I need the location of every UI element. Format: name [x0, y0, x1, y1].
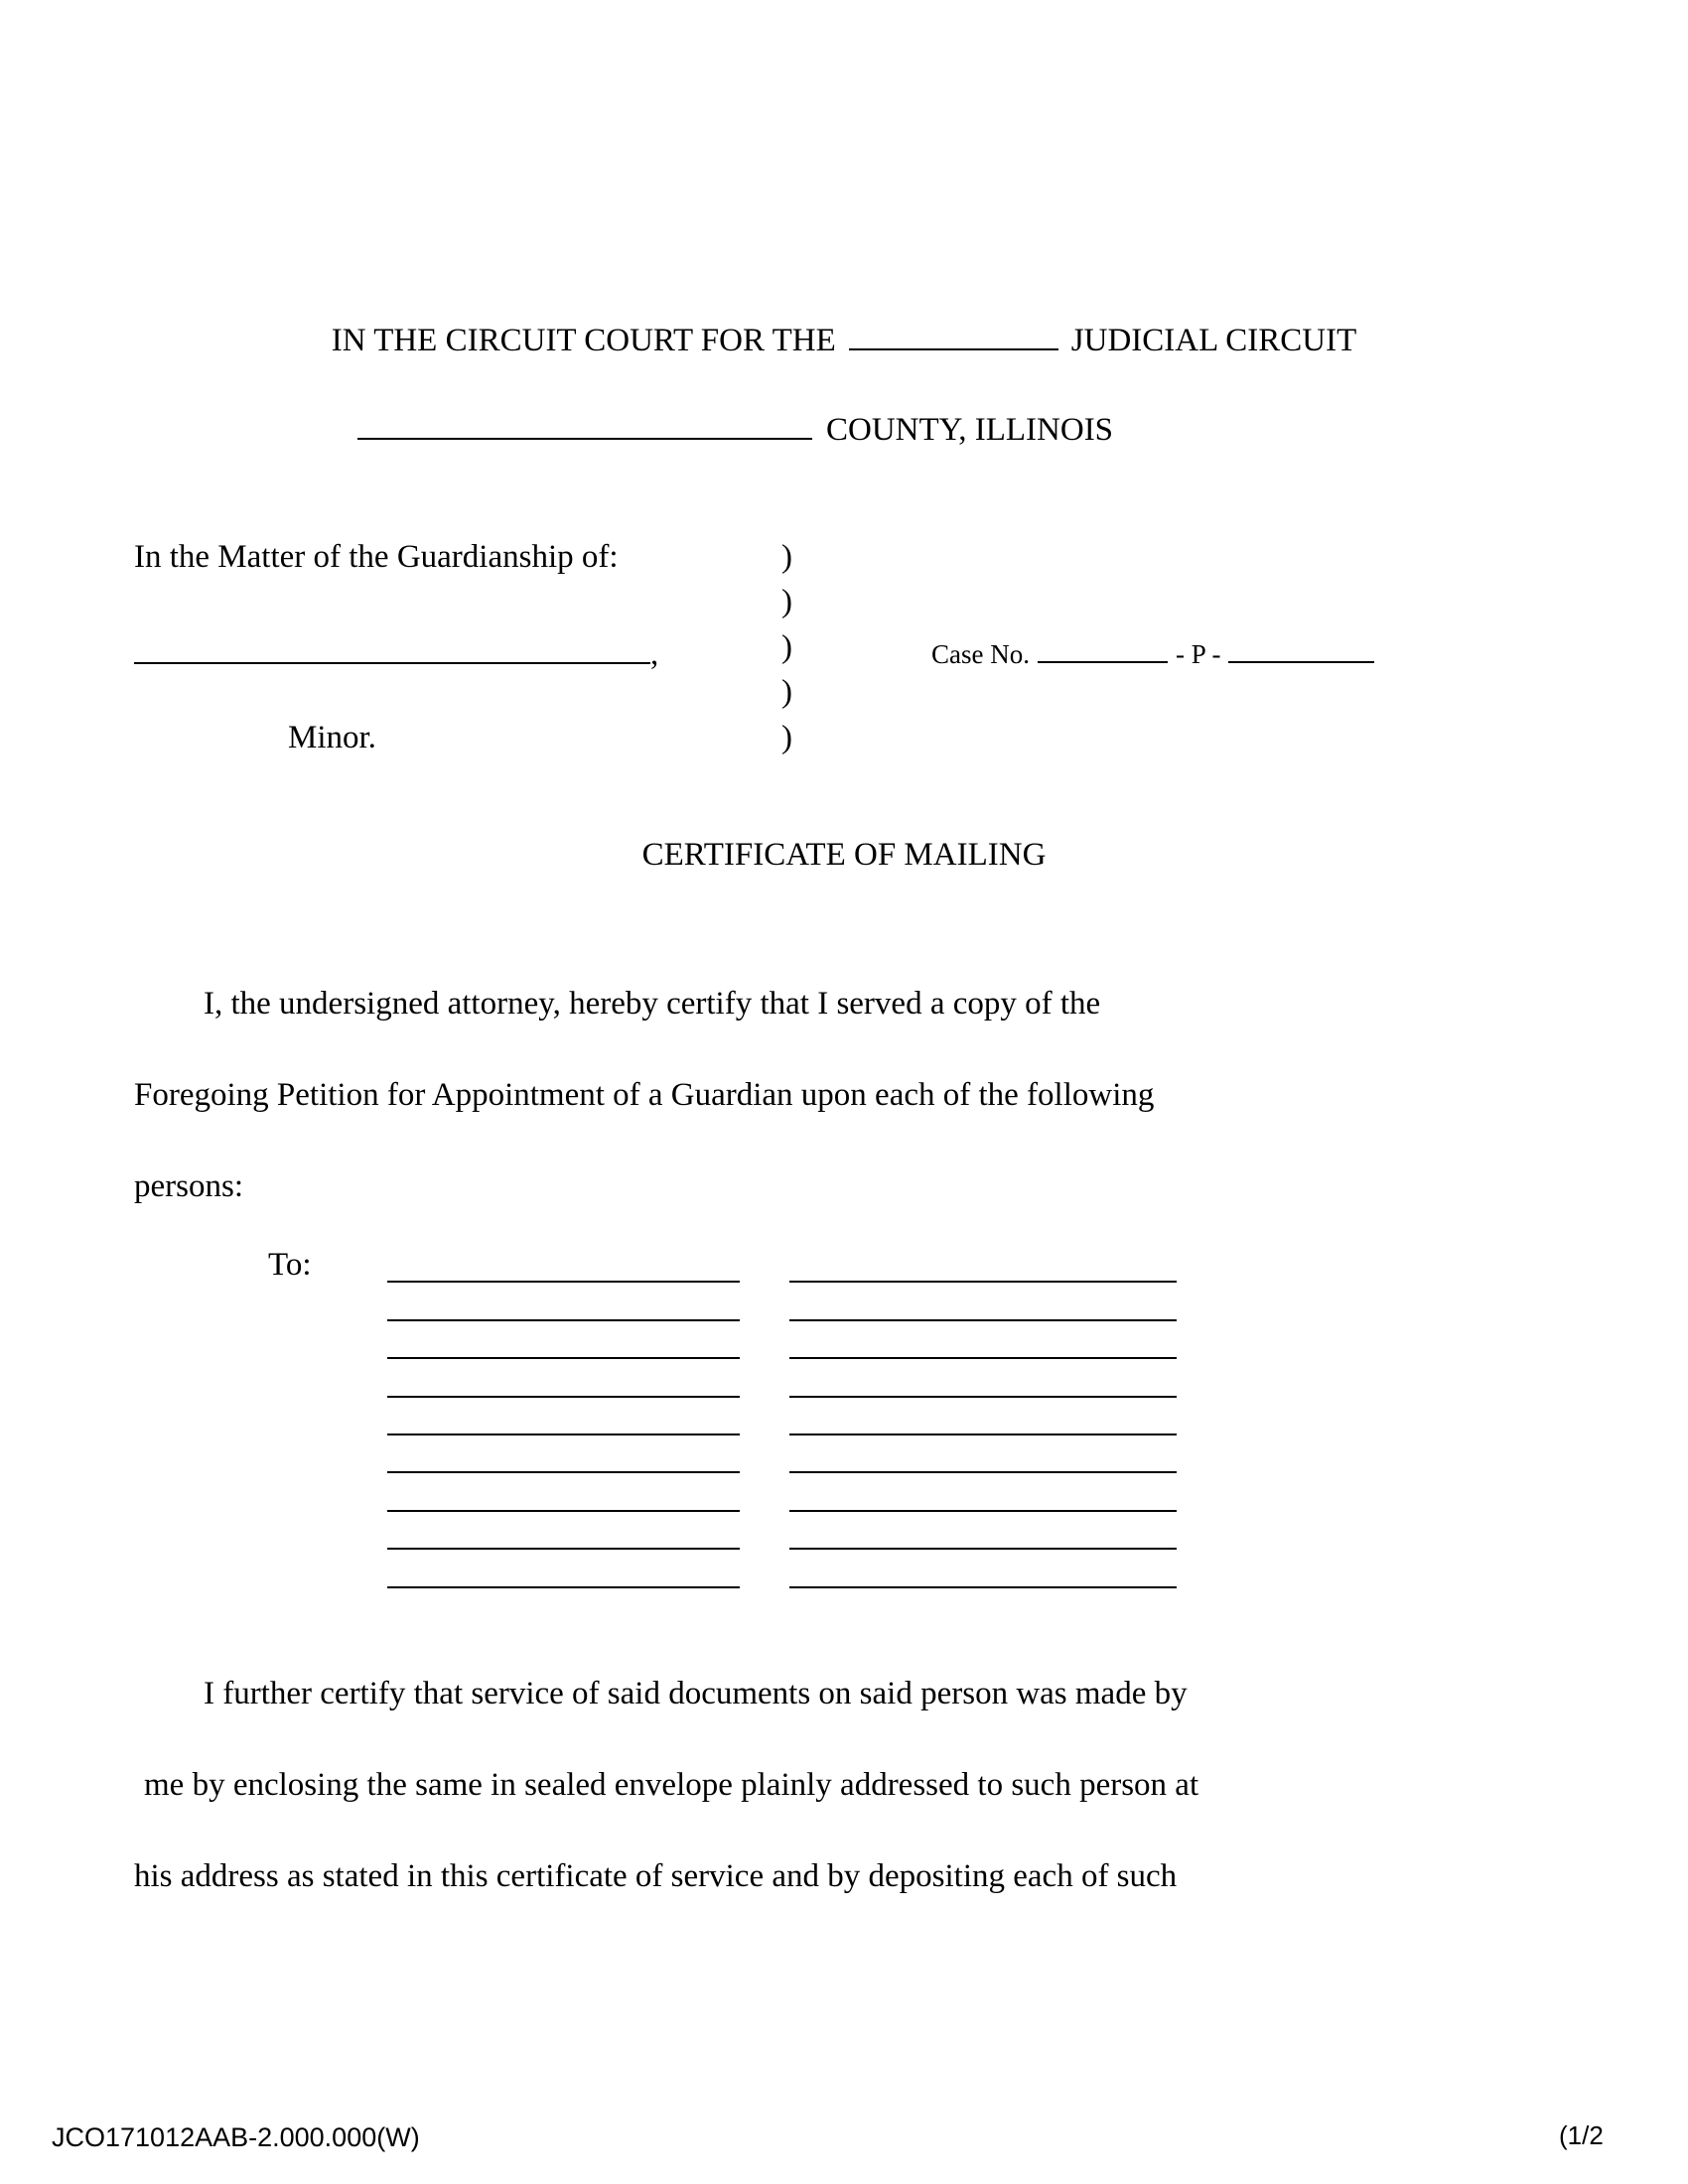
recipient-name-line[interactable] — [387, 1586, 740, 1588]
caption-paren: ) — [781, 584, 792, 619]
minor-name-blank[interactable] — [134, 629, 650, 664]
name-comma: , — [650, 636, 659, 672]
form-number: JCO171012AAB-2.000.000(W) — [52, 2122, 420, 2152]
caption-paren: ) — [781, 539, 792, 575]
case-number-blank-1[interactable] — [1038, 634, 1168, 663]
recipient-lines — [387, 1245, 1182, 1588]
paragraph2-line: I further certify that service of said documents on said person was made by — [204, 1676, 1188, 1711]
paragraph1-line: persons: — [134, 1168, 243, 1204]
caption-paren: ) — [781, 674, 792, 710]
recipient-row — [387, 1245, 1182, 1283]
county-blank[interactable] — [357, 405, 812, 440]
recipient-row — [387, 1359, 1182, 1397]
recipient-row — [387, 1321, 1182, 1359]
recipient-row — [387, 1283, 1182, 1320]
case-number-row — [931, 634, 1374, 670]
caption-paren: ) — [781, 720, 792, 755]
to-label: To: — [268, 1247, 312, 1283]
paragraph1-line: Foregoing Petition for Appointment of a Guardian upon each of the following — [134, 1077, 1155, 1113]
recipient-address-line[interactable] — [789, 1586, 1177, 1588]
recipient-row — [387, 1398, 1182, 1435]
paragraph1-line: I, the undersigned attorney, hereby certify that I served a copy of the — [204, 986, 1101, 1022]
case-number-separator: - P - — [1175, 639, 1221, 669]
caption-paren: ) — [781, 629, 792, 665]
court-header-post: JUDICIAL CIRCUIT — [1070, 323, 1357, 358]
minor-label: Minor. — [288, 720, 376, 755]
court-header-line1 — [0, 316, 1688, 359]
paragraph2-line: me by enclosing the same in sealed envelope plainly addressed to such person at — [144, 1767, 1199, 1803]
county-label: COUNTY, ILLINOIS — [826, 412, 1114, 448]
recipient-row — [387, 1473, 1182, 1511]
case-number-blank-2[interactable] — [1228, 634, 1374, 663]
case-number-label: Case No. — [931, 639, 1030, 669]
recipient-row — [387, 1550, 1182, 1587]
minor-name-row — [134, 629, 658, 673]
recipient-row — [387, 1435, 1182, 1473]
court-header-pre: IN THE CIRCUIT COURT FOR THE — [331, 323, 836, 358]
judicial-circuit-blank[interactable] — [849, 316, 1058, 350]
recipient-row — [387, 1512, 1182, 1550]
page-title: CERTIFICATE OF MAILING — [641, 837, 1047, 873]
court-header-line2 — [357, 405, 1113, 449]
matter-label: In the Matter of the Guardianship of: — [134, 539, 619, 575]
paragraph2-line: his address as stated in this certificate of service and by depositing each of such — [134, 1858, 1178, 1894]
page-indicator: (1/2 — [1559, 2120, 1604, 2150]
